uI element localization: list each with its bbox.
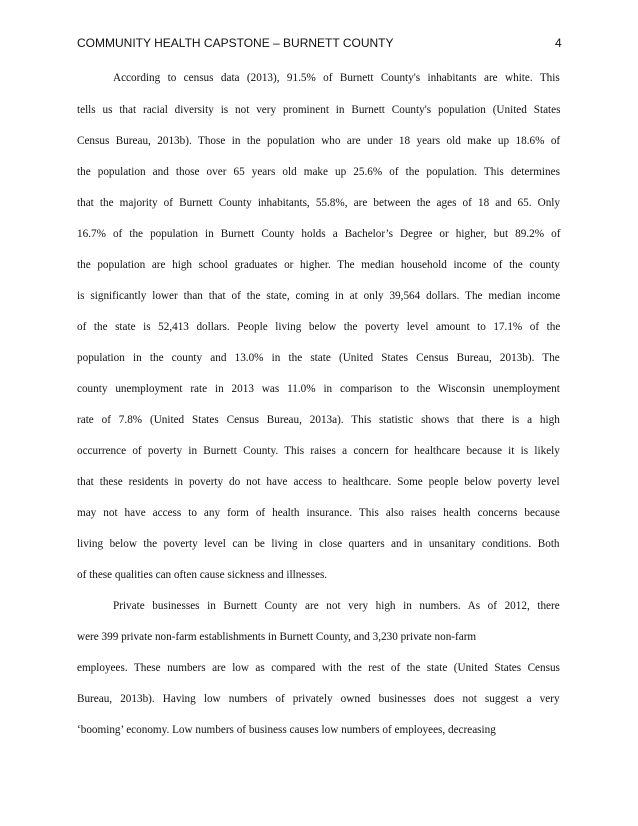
paragraph-1-line-13: occurrence of poverty in Burnett County. This raises a concern for healthcare because it is likely [77,445,560,457]
paragraph-1-line-17: of these qualities can often cause sickness and illnesses. [77,569,328,581]
paragraph-1-line-4: the population and those over 65 years old make up 25.6% of the population. This determines [77,166,560,178]
paragraph-1-line-6: 16.7% of the population in Burnett County holds a Bachelor’s Degree or higher, but 89.2% of [77,228,561,240]
paragraph-2-line-3: employees. These numbers are low as compared with the rest of the state (United States Census [77,662,560,674]
paragraph-1-line-7: the population are high school graduates or higher. The median household income of the county [77,259,560,271]
paragraph-2-line-5: ‘booming’ economy. Low numbers of business causes low numbers of employees, decreasing [77,724,496,736]
paragraph-1-line-15: may not have access to any form of health insurance. This also raises health concerns because [77,507,560,519]
paragraph-1-line-14: that these residents in poverty do not have access to healthcare. Some people below poverty level [77,476,560,488]
running-header-title: COMMUNITY HEALTH CAPSTONE – BURNETT COUNTY [77,36,394,50]
paragraph-1-line-8: is significantly lower than that of the state, coming in at only 39,564 dollars. The median income [77,290,561,302]
paragraph-1-line-3: Census Bureau, 2013b). Those in the population who are under 18 years old make up 18.6% of [77,135,561,147]
paragraph-2-line-2: were 399 private non-farm establishments in Burnett County, and 3,230 private non-farm [77,631,477,643]
paragraph-1-line-1: According to census data (2013), 91.5% of Burnett County's inhabitants are white. This [113,72,560,84]
paragraph-1-line-5: that the majority of Burnett County inhabitants, 55.8%, are between the ages of 18 and 65. Only [77,197,560,209]
paragraph-1-line-16: living below the poverty level can be living in close quarters and in unsanitary conditions. Both [77,538,560,550]
paragraph-1-line-12: rate of 7.8% (United States Census Bureau, 2013a). This statistic shows that there is a high [77,414,560,426]
paragraph-2-line-4: Bureau, 2013b). Having low numbers of privately owned businesses does not suggest a very [77,693,560,705]
paragraph-1-line-2: tells us that racial diversity is not very prominent in Burnett County's population (United States [77,104,561,116]
paragraph-1-line-11: county unemployment rate in 2013 was 11.0% in comparison to the Wisconsin unemployment [77,383,560,395]
page-number: 4 [555,36,562,50]
paragraph-1-line-10: population in the county and 13.0% in the state (United States Census Bureau, 2013b). The [77,352,560,364]
paragraph-2-line-1: Private businesses in Burnett County are not very high in numbers. As of 2012, there [113,600,560,612]
paragraph-1-line-9: of the state is 52,413 dollars. People living below the poverty level amount to 17.1% of the [77,321,561,333]
